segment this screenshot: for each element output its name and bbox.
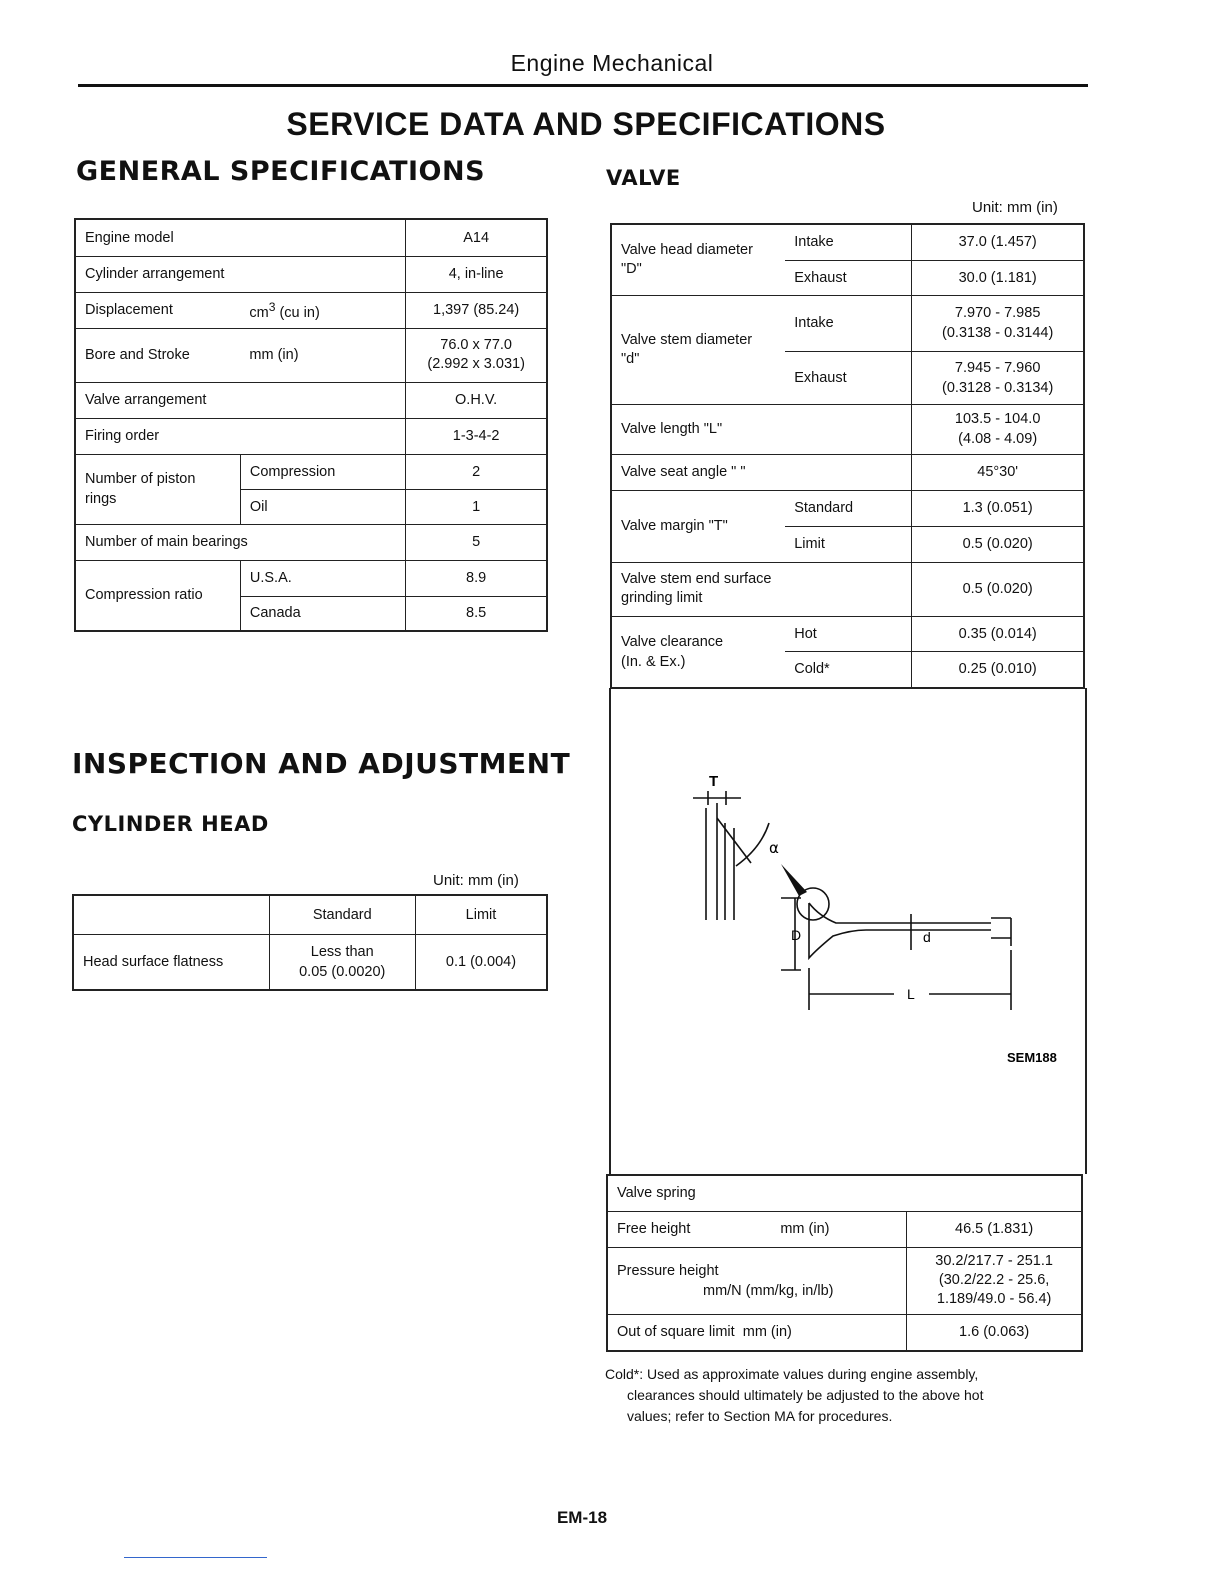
valve-figure-cell bbox=[609, 688, 1087, 1174]
stem-exhaust-line1: 7.945 - 7.960 bbox=[954, 359, 1041, 376]
free-height-value: 46.5 (1.831) bbox=[907, 1211, 1082, 1247]
stem-diameter-line2: "d" bbox=[621, 350, 640, 367]
clearance-cold-value: 0.25 (0.010) bbox=[912, 651, 1084, 688]
standard-header: Standard bbox=[269, 895, 415, 934]
valve-table bbox=[610, 223, 1085, 689]
valve-length-line2: (4.08 - 4.09) bbox=[958, 431, 1038, 447]
table-row bbox=[75, 328, 547, 382]
head-intake-value: 37.0 (1.457) bbox=[912, 224, 1084, 260]
seat-angle-value: 45°30' bbox=[912, 454, 1084, 490]
general-specifications-table bbox=[74, 218, 548, 632]
footnote-line1 bbox=[605, 1364, 1065, 1385]
displacement-unit bbox=[240, 292, 405, 328]
table-row bbox=[75, 292, 547, 328]
table-row bbox=[75, 382, 547, 418]
table-row bbox=[611, 295, 1084, 351]
stem-end-value: 0.5 (0.020) bbox=[912, 562, 1084, 616]
firing-order-label: Firing order bbox=[75, 418, 406, 454]
displacement-label: Displacement bbox=[75, 292, 240, 328]
engine-model-value: A14 bbox=[406, 219, 547, 256]
compression-ratio-label: Compression ratio bbox=[75, 560, 240, 631]
stem-intake-label: Intake bbox=[785, 295, 912, 351]
footnote-label: Cold*: bbox=[605, 1366, 644, 1382]
footnote-line2: clearances should ultimately be adjusted to the above hot bbox=[627, 1387, 984, 1403]
table-row bbox=[611, 490, 1084, 526]
main-bearings-value: 5 bbox=[406, 524, 547, 560]
head-diameter-line2: "D" bbox=[621, 260, 642, 277]
table-row bbox=[75, 560, 547, 596]
label-small-d: d bbox=[923, 929, 931, 945]
stem-end-label bbox=[611, 562, 912, 616]
out-of-square-text: Out of square limit bbox=[617, 1324, 735, 1341]
general-specifications-title: GENERAL SPECIFICATIONS bbox=[76, 156, 486, 187]
pressure-height-unit: mm/N (mm/kg, in/lb) bbox=[703, 1282, 834, 1299]
clearance-line2: (In. & Ex.) bbox=[621, 653, 686, 670]
firing-order-value: 1-3-4-2 bbox=[406, 418, 547, 454]
figure-code: SEM188 bbox=[1007, 1050, 1057, 1065]
stem-exhaust-value bbox=[912, 351, 1084, 404]
pressure-height-label bbox=[607, 1247, 907, 1314]
pressure-height-text: Pressure height bbox=[617, 1262, 719, 1279]
table-row bbox=[611, 562, 1084, 616]
piston-rings-label-line2: rings bbox=[85, 491, 117, 507]
clearance-line1: Valve clearance bbox=[621, 633, 724, 650]
footnote-line3: values; refer to Section MA for procedures. bbox=[627, 1408, 893, 1424]
pressure-height-value bbox=[907, 1247, 1082, 1314]
piston-rings-label bbox=[75, 454, 240, 524]
valve-unit: Unit: mm (in) bbox=[972, 199, 1058, 216]
usa-value: 8.9 bbox=[406, 560, 547, 596]
standard-line2: 0.05 (0.0020) bbox=[299, 963, 386, 980]
standard-line1: Less than bbox=[310, 943, 374, 960]
valve-diagram bbox=[611, 688, 1085, 1174]
label-alpha: α bbox=[769, 839, 779, 857]
alpha-arc bbox=[736, 823, 769, 866]
margin-standard-label: Standard bbox=[785, 490, 912, 526]
table-row bbox=[607, 1211, 1082, 1247]
main-bearings-label: Number of main bearings bbox=[75, 524, 406, 560]
table-row bbox=[611, 224, 1084, 260]
oil-ring-label: Oil bbox=[240, 489, 405, 524]
clearance-cold-label: Cold* bbox=[785, 651, 912, 688]
margin-standard-value: 1.3 (0.051) bbox=[912, 490, 1084, 526]
stem-end-line2: grinding limit bbox=[621, 590, 703, 606]
table-row bbox=[611, 454, 1084, 490]
table-row bbox=[75, 219, 547, 256]
head-flatness-label: Head surface flatness bbox=[73, 934, 269, 990]
usa-label: U.S.A. bbox=[240, 560, 405, 596]
valve-spring-label: Valve spring bbox=[607, 1175, 1082, 1211]
stem-diameter-line1: Valve stem diameter bbox=[621, 331, 753, 348]
pressure-height-line3: 1.189/49.0 - 56.4) bbox=[936, 1291, 1052, 1307]
head-exhaust-label: Exhaust bbox=[785, 260, 912, 295]
out-of-square-unit: mm (in) bbox=[742, 1324, 792, 1341]
header-rule bbox=[78, 84, 1088, 87]
bore-stroke-unit: mm (in) bbox=[240, 328, 405, 382]
table-row bbox=[75, 524, 547, 560]
head-flatness-limit: 0.1 (0.004) bbox=[415, 934, 547, 990]
table-row bbox=[75, 454, 547, 489]
cylinder-head-unit: Unit: mm (in) bbox=[433, 872, 519, 889]
inspection-title: INSPECTION AND ADJUSTMENT bbox=[72, 747, 571, 780]
table-row bbox=[611, 616, 1084, 651]
label-t: T bbox=[709, 773, 719, 790]
head-intake-label: Intake bbox=[785, 224, 912, 260]
head-flatness-standard bbox=[269, 934, 415, 990]
cylinder-head-title: CYLINDER HEAD bbox=[72, 812, 269, 836]
free-height-label: Free height bbox=[607, 1211, 771, 1247]
stem-end-line1: Valve stem end surface bbox=[621, 571, 772, 587]
cold-footnote bbox=[605, 1364, 1065, 1427]
stem-exhaust-line2: (0.3128 - 0.3134) bbox=[942, 379, 1054, 396]
stem-exhaust-label: Exhaust bbox=[785, 351, 912, 404]
bottom-divider bbox=[124, 1557, 267, 1558]
bore-stroke-value bbox=[406, 328, 547, 382]
valve-length-value bbox=[912, 404, 1084, 454]
displacement-unit-base: cm bbox=[249, 304, 269, 321]
stem-diameter-label bbox=[611, 295, 785, 404]
table-row bbox=[607, 1247, 1082, 1314]
table-row bbox=[611, 404, 1084, 454]
table-row bbox=[75, 256, 547, 292]
stem-intake-line2: (0.3138 - 0.3144) bbox=[942, 325, 1054, 341]
displacement-value: 1,397 (85.24) bbox=[406, 292, 547, 328]
valve-spring-table bbox=[606, 1174, 1083, 1352]
head-exhaust-value: 30.0 (1.181) bbox=[912, 260, 1084, 295]
table-row bbox=[607, 1314, 1082, 1351]
label-big-d: D bbox=[791, 927, 802, 943]
displacement-unit-sup: 3 bbox=[268, 299, 276, 314]
cylinder-arrangement-value: 4, in-line bbox=[406, 256, 547, 292]
valve-head-lower bbox=[809, 903, 991, 958]
free-height-unit: mm (in) bbox=[771, 1211, 906, 1247]
piston-rings-label-line1: Number of piston bbox=[85, 471, 196, 487]
pressure-height-line1: 30.2/217.7 - 251.1 bbox=[935, 1253, 1053, 1269]
head-diameter-label bbox=[611, 224, 785, 295]
head-diameter-line1: Valve head diameter bbox=[621, 241, 753, 258]
out-of-square-label bbox=[607, 1314, 907, 1351]
clearance-hot-value: 0.35 (0.014) bbox=[912, 616, 1084, 651]
pointer-arrow bbox=[781, 864, 807, 896]
bore-stroke-label: Bore and Stroke bbox=[75, 328, 240, 382]
table-row bbox=[73, 895, 547, 934]
clearance-hot-label: Hot bbox=[785, 616, 912, 651]
oil-ring-value: 1 bbox=[406, 489, 547, 524]
margin-limit-label: Limit bbox=[785, 526, 912, 562]
engine-model-label: Engine model bbox=[75, 219, 406, 256]
canada-label: Canada bbox=[240, 596, 405, 631]
limit-header: Limit bbox=[415, 895, 547, 934]
valve-length-label: Valve length "L" bbox=[611, 404, 912, 454]
displacement-unit-rest: (cu in) bbox=[275, 304, 320, 321]
table-row bbox=[607, 1175, 1082, 1211]
running-header: Engine Mechanical bbox=[510, 50, 714, 76]
footnote-text1: Used as approximate values during engine assembly, bbox=[647, 1366, 979, 1382]
pressure-height-line2: (30.2/22.2 - 25.6, bbox=[938, 1272, 1050, 1288]
table-row bbox=[73, 934, 547, 990]
valve-length-line1: 103.5 - 104.0 bbox=[954, 411, 1041, 427]
bore-stroke-value-line2: (2.992 x 3.031) bbox=[427, 356, 525, 372]
cylinder-head-table bbox=[72, 894, 548, 991]
header-blank bbox=[73, 895, 269, 934]
table-row bbox=[75, 418, 547, 454]
stem-intake-value bbox=[912, 295, 1084, 351]
valve-margin-label: Valve margin "T" bbox=[611, 490, 785, 562]
page-number: EM-18 bbox=[556, 1508, 608, 1527]
compression-ring-value: 2 bbox=[406, 454, 547, 489]
label-l: L bbox=[907, 986, 915, 1002]
stem-intake-line1: 7.970 - 7.985 bbox=[954, 305, 1041, 321]
valve-arrangement-value: O.H.V. bbox=[406, 382, 547, 418]
margin-limit-value: 0.5 (0.020) bbox=[912, 526, 1084, 562]
bore-stroke-value-line1: 76.0 x 77.0 bbox=[440, 337, 512, 353]
cylinder-arrangement-label: Cylinder arrangement bbox=[75, 256, 406, 292]
valve-title: VALVE bbox=[606, 166, 681, 190]
out-of-square-value: 1.6 (0.063) bbox=[907, 1314, 1082, 1351]
page-title: SERVICE DATA AND SPECIFICATIONS bbox=[286, 106, 886, 142]
seat-angle-label: Valve seat angle " " bbox=[611, 454, 912, 490]
compression-ring-label: Compression bbox=[240, 454, 405, 489]
clearance-label bbox=[611, 616, 785, 688]
canada-value: 8.5 bbox=[406, 596, 547, 631]
valve-arrangement-label: Valve arrangement bbox=[75, 382, 406, 418]
valve-head-upper bbox=[809, 903, 991, 923]
